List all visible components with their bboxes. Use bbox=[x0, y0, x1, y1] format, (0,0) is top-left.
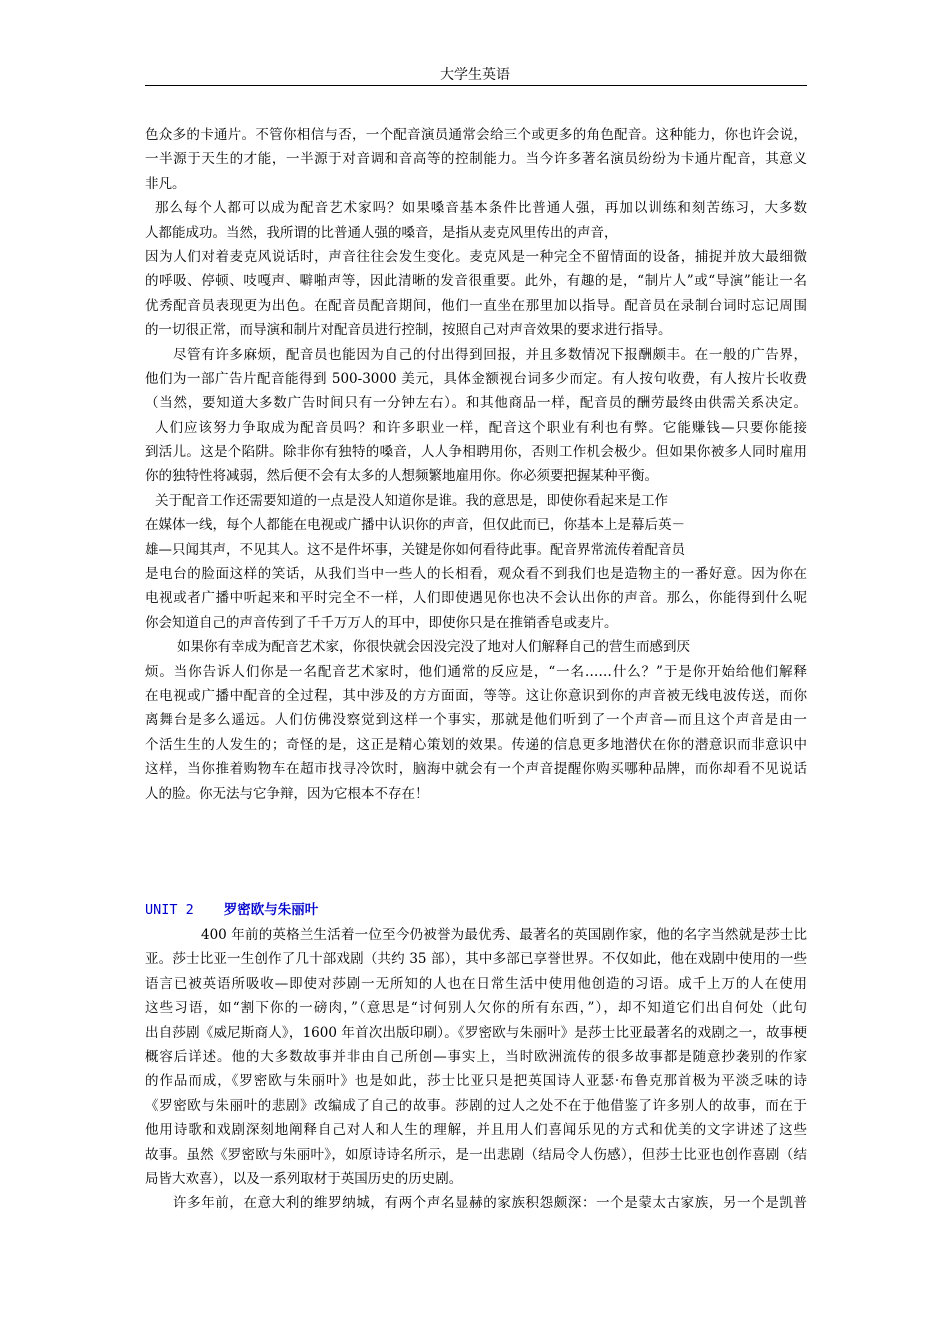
text-line: 故事。虽然《罗密欧与朱丽叶》，如原诗诗名所示，是一出悲剧（结局令人伤感），但莎士比亚也创作喜剧（结 bbox=[145, 1146, 807, 1163]
unit-title: 罗密欧与朱丽叶 bbox=[223, 902, 319, 918]
text-line: 离舞台是多么遥远。人们仿佛没察觉到这样一个事实，那就是他们听到了一个声音—而且这个声音是由一 bbox=[145, 712, 807, 729]
text-line: 语言已被英语所吸收—即使对莎剧一无所知的人也在日常生活中使用他创造的习语。成千上万的人在使用 bbox=[145, 975, 807, 992]
body-block-2 bbox=[145, 923, 807, 1216]
running-header: 大学生英语 bbox=[440, 67, 510, 83]
text-line: 人们应该努力争取成为配音员吗？和许多职业一样，配音这个职业有利也有弊。它能赚钱—只要你能接 bbox=[155, 419, 807, 436]
header-rule bbox=[145, 85, 807, 86]
text-line: 电视或者广播中听起来和平时完全不一样，人们即使遇见你也决不会认出你的声音。那么，你能得到什么呢 bbox=[145, 590, 807, 607]
text-line: （当然，要知道大多数广告时间只有一分钟左右）。和其他商品一样，配音员的酬劳最终由供需关系决定。 bbox=[145, 395, 807, 412]
text-line: 局皆大欢喜），以及一系列取材于英国历史的历史剧。 bbox=[145, 1170, 463, 1187]
text-line: 那么每个人都可以成为配音艺术家吗？如果嗓音基本条件比普通人强，再加以训练和刻苦练习，大多数 bbox=[155, 200, 807, 217]
text-line: 因为人们对着麦克风说话时，声音往往会发生变化。麦克风是一种完全不留情面的设备，捕捉并放大最细微 bbox=[145, 248, 807, 265]
text-line: 的作品而成，《罗密欧与朱丽叶》也是如此，莎士比亚只是把英国诗人亚瑟·布鲁克那首极为平淡乏味的诗 bbox=[145, 1073, 807, 1090]
text-line: 烦。当你告诉人们你是一名配音艺术家时，他们通常的反应是，“一名……什么？”于是你开始给他们解释 bbox=[145, 663, 807, 680]
text-line: 如果你有幸成为配音艺术家，你很快就会因没完没了地对人们解释自己的营生而感到厌 bbox=[177, 639, 690, 656]
text-line: 一半源于天生的才能，一半源于对音调和音高等的控制能力。当今许多著名演员纷纷为卡通片配音，其意义 bbox=[145, 151, 807, 168]
text-line: 概容后详述。他的大多数故事并非由自己所创—事实上，当时欧洲流传的很多故事都是随意抄袭别的作家 bbox=[145, 1048, 807, 1065]
text-line: 你的独特性将减弱，然后便不会有太多的人想频繁地雇用你。你必须要把握某种平衡。 bbox=[145, 468, 658, 485]
unit-number: UNIT 2 bbox=[145, 902, 194, 918]
text-line: 是电台的脸面这样的笑话，从我们当中一些人的长相看，观众看不到我们也是造物主的一番好意。因为你在 bbox=[145, 566, 807, 583]
text-line: 在媒体一线，每个人都能在电视或广播中认识你的声音，但仅此而已，你基本上是幕后英－ bbox=[145, 517, 685, 534]
text-line: 他们为一部广告片配音能得到 500-3000 美元，具体金额视台词多少而定。有人按句收费，有人按片长收费 bbox=[145, 370, 807, 387]
text-line: 雄—只闻其声，不见其人。这不是件坏事，关键是你如何看待此事。配音界常流传着配音员 bbox=[145, 541, 685, 558]
text-line: 400 年前的英格兰生活着一位至今仍被誉为最优秀、最著名的英国剧作家，他的名字当然就是莎士比 bbox=[201, 927, 807, 943]
text-line: 关于配音工作还需要知道的一点是没人知道你是谁。我的意思是，即使你看起来是工作 bbox=[155, 492, 668, 509]
text-line: 许多年前，在意大利的维罗纳城，有两个声名显赫的家族积怨颇深：一个是蒙太古家族，另一个是凯普 bbox=[173, 1195, 807, 1212]
text-line: 色众多的卡通片。不管你相信与否，一个配音演员通常会给三个或更多的角色配音。这种能力，你也许会说， bbox=[145, 127, 807, 143]
text-line: 尽管有许多麻烦，配音员也能因为自己的付出得到回报，并且多数情况下报酬颇丰。在一般的广告界， bbox=[173, 346, 807, 363]
section-heading bbox=[145, 898, 318, 922]
text-line: 他用诗歌和戏剧深刻地阐释自己对人和人生的理解，并且用人们喜闻乐见的方式和优美的文字讲述了这些 bbox=[145, 1122, 807, 1139]
text-line: 这些习语，如“割下你的一磅肉，”（意思是“讨何别人欠你的所有东西，”），却不知道它们出自何处（此句 bbox=[145, 1000, 807, 1017]
text-line: 你会知道自己的声音传到了千千万万人的耳中，即使你只是在推销香皂或麦片。 bbox=[145, 614, 618, 631]
text-line: 非凡。 bbox=[145, 175, 186, 192]
text-line: 的一切很正常，而导演和制片对配音员进行控制，按照自己对声音效果的要求进行指导。 bbox=[145, 322, 672, 339]
body-block-1 bbox=[145, 123, 807, 806]
text-line: 人都能成功。当然，我所谓的比普通人强的嗓音，是指从麦克风里传出的声音， bbox=[145, 224, 618, 241]
text-line: 优秀配音员表现更为出色。在配音员配音期间，他们一直坐在那里加以指导。配音员在录制台词时忘记周围 bbox=[145, 297, 807, 314]
text-line: 个活生生的人发生的；奇怪的是，这正是精心策划的效果。传递的信息更多地潜伏在你的潜意识而非意识中 bbox=[145, 736, 807, 753]
text-line: 出自莎剧《威尼斯商人》，1600 年首次出版印刷）。《罗密欧与朱丽叶》是莎士比亚最著名的戏剧之一，故事梗 bbox=[145, 1024, 807, 1041]
text-line: 这样，当你推着购物车在超市找寻冷饮时，脑海中就会有一个声音提醒你购买哪种品牌，而你却看不见说话 bbox=[145, 761, 807, 778]
text-line: 亚。莎士比亚一生创作了几十部戏剧（共约 35 部），其中多部已享誉世界。不仅如此，他在戏剧中使用的一些 bbox=[145, 951, 807, 968]
text-line: 《罗密欧与朱丽叶的悲剧》改编成了自己的故事。莎剧的过人之处不在于他借鉴了许多别人的故事，而在于 bbox=[145, 1097, 807, 1114]
text-line: 的呼吸、停顿、吱嘎声、噼啪声等，因此清晰的发音很重要。此外，有趣的是，“制片人”或“导演”能让一名 bbox=[145, 273, 807, 290]
text-line: 在电视或广播中配音的全过程，其中涉及的方方面面，等等。这让你意识到你的声音被无线电波传送，而你 bbox=[145, 687, 807, 704]
text-line: 到活儿。这是个陷阱。除非你有独特的嗓音，人人争相聘用你，否则工作机会极少。但如果你被多人同时雇用 bbox=[145, 444, 807, 461]
text-line: 人的脸。你无法与它争辩，因为它根本不存在！ bbox=[145, 785, 429, 802]
